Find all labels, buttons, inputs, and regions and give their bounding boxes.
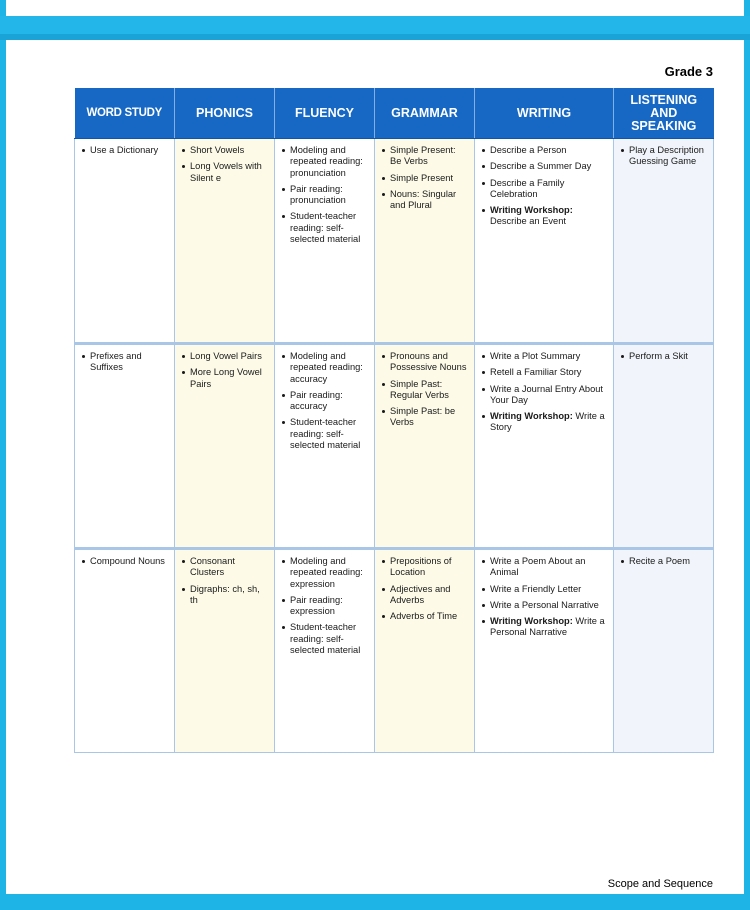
workshop-text: Write a Personal Narrative (490, 616, 605, 638)
cell-grammar (375, 344, 475, 549)
cell-word-study (75, 549, 175, 753)
list-item: Digraphs: ch, sh, th (182, 584, 268, 607)
workshop-text: Describe an Event (490, 216, 566, 227)
cell-fluency (275, 344, 375, 549)
col-header-writing: WRITING (475, 88, 614, 139)
cell-writing (475, 139, 614, 344)
list-item: Play a Description Guessing Game (621, 145, 707, 168)
list-item: Write a Personal Narrative (482, 600, 607, 611)
cell-listening (614, 549, 714, 753)
list-item: Consonant Clusters (182, 556, 268, 579)
grade-label: Grade 3 (664, 64, 713, 79)
list-item: Perform a Skit (621, 351, 707, 362)
top-banner (0, 16, 750, 40)
list-item: Long Vowel Pairs (182, 351, 268, 362)
header-row (75, 88, 714, 139)
footer-section-title: Scope and Sequence (607, 878, 713, 890)
col-header-phonics: PHONICS (175, 88, 275, 139)
list-item: Simple Past: be Verbs (382, 406, 468, 429)
list-item: Pair reading: pronunciation (282, 184, 368, 207)
list-item: Describe a Summer Day (482, 161, 607, 172)
list-item: Describe a Person (482, 145, 607, 156)
cell-fluency (275, 139, 375, 344)
scope-table (74, 88, 714, 753)
col-header-grammar: GRAMMAR (375, 88, 475, 139)
cell-phonics (175, 344, 275, 549)
cell-word-study (75, 344, 175, 549)
list-item (482, 616, 607, 639)
workshop-label: Writing Workshop: (490, 411, 573, 422)
cell-grammar (375, 549, 475, 753)
workshop-label: Writing Workshop: (490, 205, 573, 216)
list-item: Retell a Familiar Story (482, 367, 607, 378)
list-item: Use a Dictionary (82, 145, 168, 156)
list-item: Modeling and repeated reading: pronunciation (282, 145, 368, 179)
list-item: Long Vowels with Silent e (182, 161, 268, 184)
list-item: Adverbs of Time (382, 611, 468, 622)
list-item: Modeling and repeated reading: expression (282, 556, 368, 590)
list-item: Write a Journal Entry About Your Day (482, 384, 607, 407)
col-header-listening-speaking: LISTENING AND SPEAKING (614, 88, 714, 139)
list-item: More Long Vowel Pairs (182, 367, 268, 390)
cell-fluency (275, 549, 375, 753)
cell-phonics (175, 549, 275, 753)
list-item: Simple Past: Regular Verbs (382, 379, 468, 402)
list-item: Adjectives and Adverbs (382, 584, 468, 607)
workshop-text: Write a Story (490, 411, 605, 433)
list-item: Recite a Poem (621, 556, 707, 567)
list-item: Student-teacher reading: self-selected material (282, 417, 368, 451)
list-item: Simple Present (382, 173, 468, 184)
col-header-fluency: FLUENCY (275, 88, 375, 139)
list-item: Nouns: Singular and Plural (382, 189, 468, 212)
col-header-word-study: WORD STUDY (75, 88, 175, 139)
list-item: Student-teacher reading: self-selected material (282, 211, 368, 245)
cell-word-study (75, 139, 175, 344)
cell-grammar (375, 139, 475, 344)
table-row (75, 139, 714, 344)
table-row (75, 549, 714, 753)
list-item: Pair reading: accuracy (282, 390, 368, 413)
cell-writing (475, 549, 614, 753)
list-item: Student-teacher reading: self-selected material (282, 622, 368, 656)
list-item: Pair reading: expression (282, 595, 368, 618)
list-item: Write a Plot Summary (482, 351, 607, 362)
list-item: Write a Friendly Letter (482, 584, 607, 595)
list-item: Compound Nouns (82, 556, 168, 567)
list-item: Write a Poem About an Animal (482, 556, 607, 579)
list-item: Describe a Family Celebration (482, 178, 607, 201)
list-item: Prefixes and Suffixes (82, 351, 168, 374)
list-item: Prepositions of Location (382, 556, 468, 579)
workshop-label: Writing Workshop: (490, 616, 573, 627)
list-item (482, 205, 607, 228)
cell-listening (614, 344, 714, 549)
list-item: Short Vowels (182, 145, 268, 156)
table-row (75, 344, 714, 549)
list-item: Simple Present: Be Verbs (382, 145, 468, 168)
list-item: Modeling and repeated reading: accuracy (282, 351, 368, 385)
cell-writing (475, 344, 614, 549)
list-item (482, 411, 607, 434)
cell-phonics (175, 139, 275, 344)
list-item: Pronouns and Possessive Nouns (382, 351, 468, 374)
cell-listening (614, 139, 714, 344)
